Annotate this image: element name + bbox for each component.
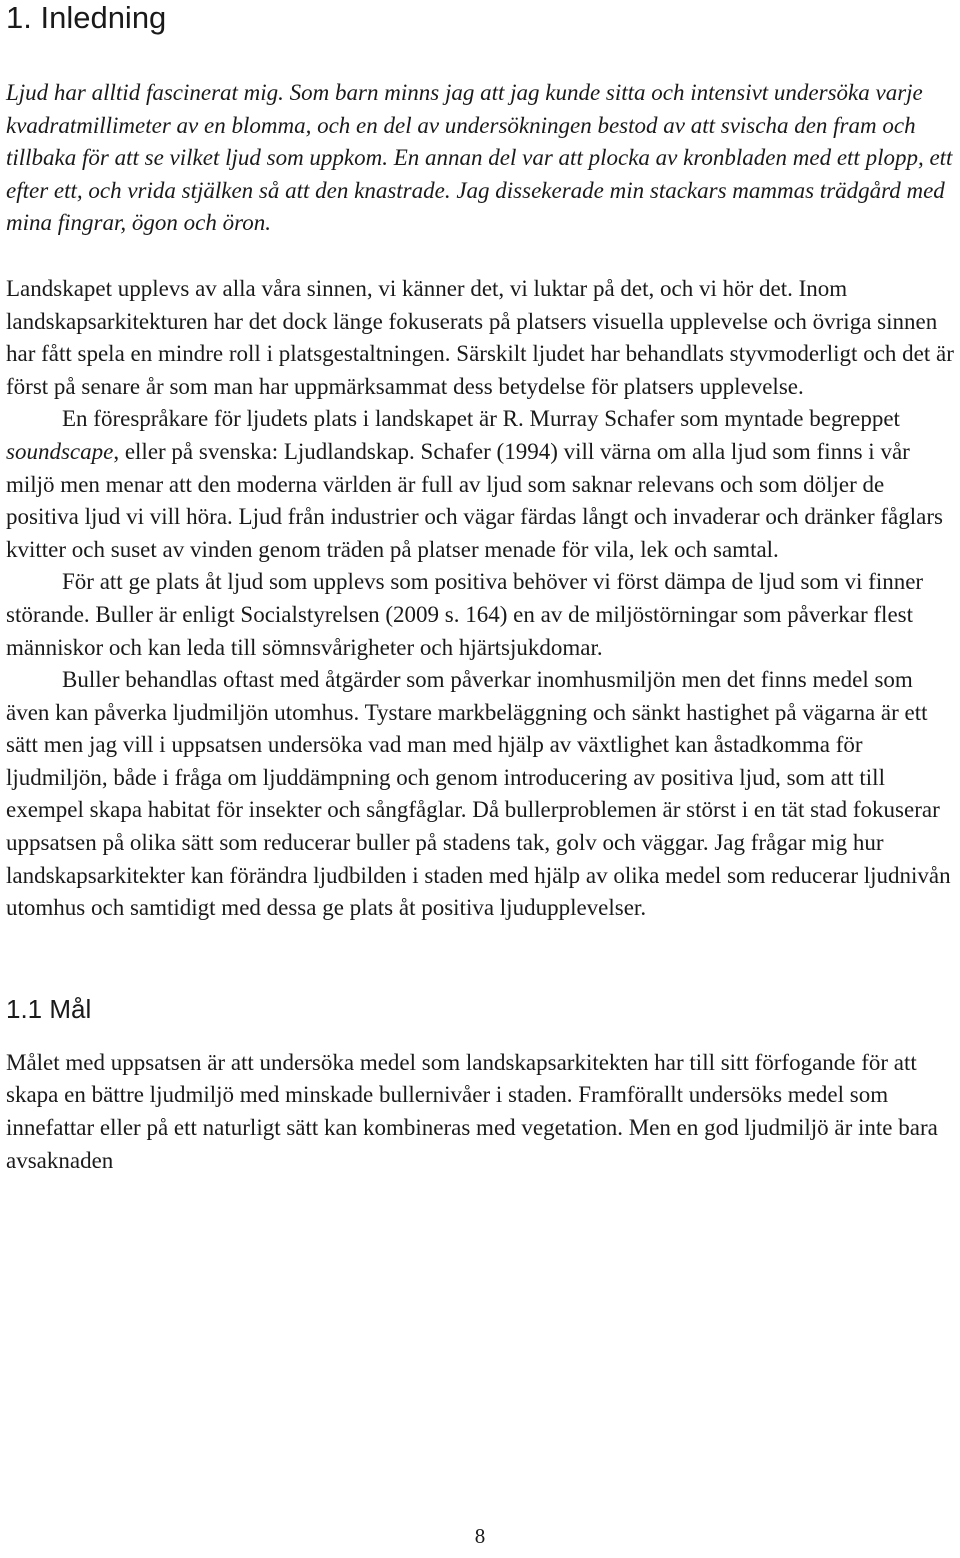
mal-paragraph: Målet med uppsatsen är att undersöka medel som landskapsarkitekten har till sitt förfogande för att skapa en bättre ljudmiljö med minskade bullernivåer i staden. Framförallt undersöks medel som innefattar eller på ett naturligt sätt kan kombineras med vegetation. Men en god ljudmiljö är inte bara avsaknaden — [6, 1049, 938, 1173]
buller-intro-paragraph: För att ge plats åt ljud som upplevs som positiva behöver vi först dämpa de ljud som vi finner störande. Buller är enligt Socialstyrelsen (2009 s. 164) en av de miljöstörningar som påverkar flest människor och kan leda till sömnsvårigheter och hjärtsjukdomar. — [6, 569, 924, 660]
schafer-paragraph — [6, 403, 954, 566]
page-number: 8 — [474, 1524, 486, 1548]
intro-paragraph: Ljud har alltid fascinerat mig. Som barn minns jag att jag kunde sitta och intensivt undersöka varje kvadratmillimeter av en blomma, och en del av undersökningen bestod av att svischa den fram och tillbaka för att se vilket ljud som uppkom. En annan del var att plocka av kronbladen med ett plopp, ett efter ett, och vrida stjälken så att den knastrade. Jag dissekerade min stackars mammas trädgård med mina fingrar, ögon och öron. — [6, 80, 953, 236]
document-page — [6, 0, 954, 1177]
soundscape-term: soundscape — [6, 438, 114, 464]
buller-atgarder-paragraph: Buller behandlas oftast med åtgärder som påverkar inomhusmiljön men det finns medel som även kan påverka ljudmiljön utomhus. Tystare markbeläggning och sänkt hastighet på vägarna är ett sätt men jag vill i uppsatsen undersöka vad man med hjälp av växtlighet kan åstadkomma för ljudmiljön, både i fråga om ljuddämpning och genom introducering av positiva ljud, som att till exempel skapa habitat för insekter och sångfåglar. Då bullerproblemen är störst i en tät stad fokuserar uppsatsen på olika sätt som reducerar buller på stadens tak, golv och väggar. Jag frågar mig hur landskapsarkitekter kan förändra ljudbilden i staden med hjälp av olika medel som reducerar ljudnivån utomhus och samtidigt med dessa ge plats åt positiva ljudupplevelser. — [6, 667, 951, 921]
schafer-text-before: En förespråkare för ljudets plats i landskapet är R. Murray Schafer som myntade begreppet — [62, 406, 900, 432]
landskapet-paragraph: Landskapet upplevs av alla våra sinnen, vi känner det, vi luktar på det, och vi hör det. Inom landskapsarkitekturen har det dock länge fokuserats på platsers visuella upplevelse och övriga sinnen har fått spela en mindre roll i platsgestaltningen. Särskilt ljudet har behandlats styvmoderligt och det är först på senare år som man har uppmärksammat dess betydelse för platsers upplevelse. — [6, 275, 954, 399]
schafer-text-after: , eller på svenska: Ljudlandskap. Schafer (1994) vill värna om alla ljud som finns i vår miljö men menar att den moderna världen är full av ljud som saknar relevans och som döljer de positiva ljud vi vill höra. Ljud från industrier och vägar färdas långt och invaderar och dränker fåglars kvitter och suset av vinden genom träden på platser menade för vila, lek och samtal. — [6, 438, 943, 562]
section-heading-mal: 1.1 Mål — [6, 993, 92, 1024]
chapter-heading: 1. Inledning — [6, 0, 167, 35]
